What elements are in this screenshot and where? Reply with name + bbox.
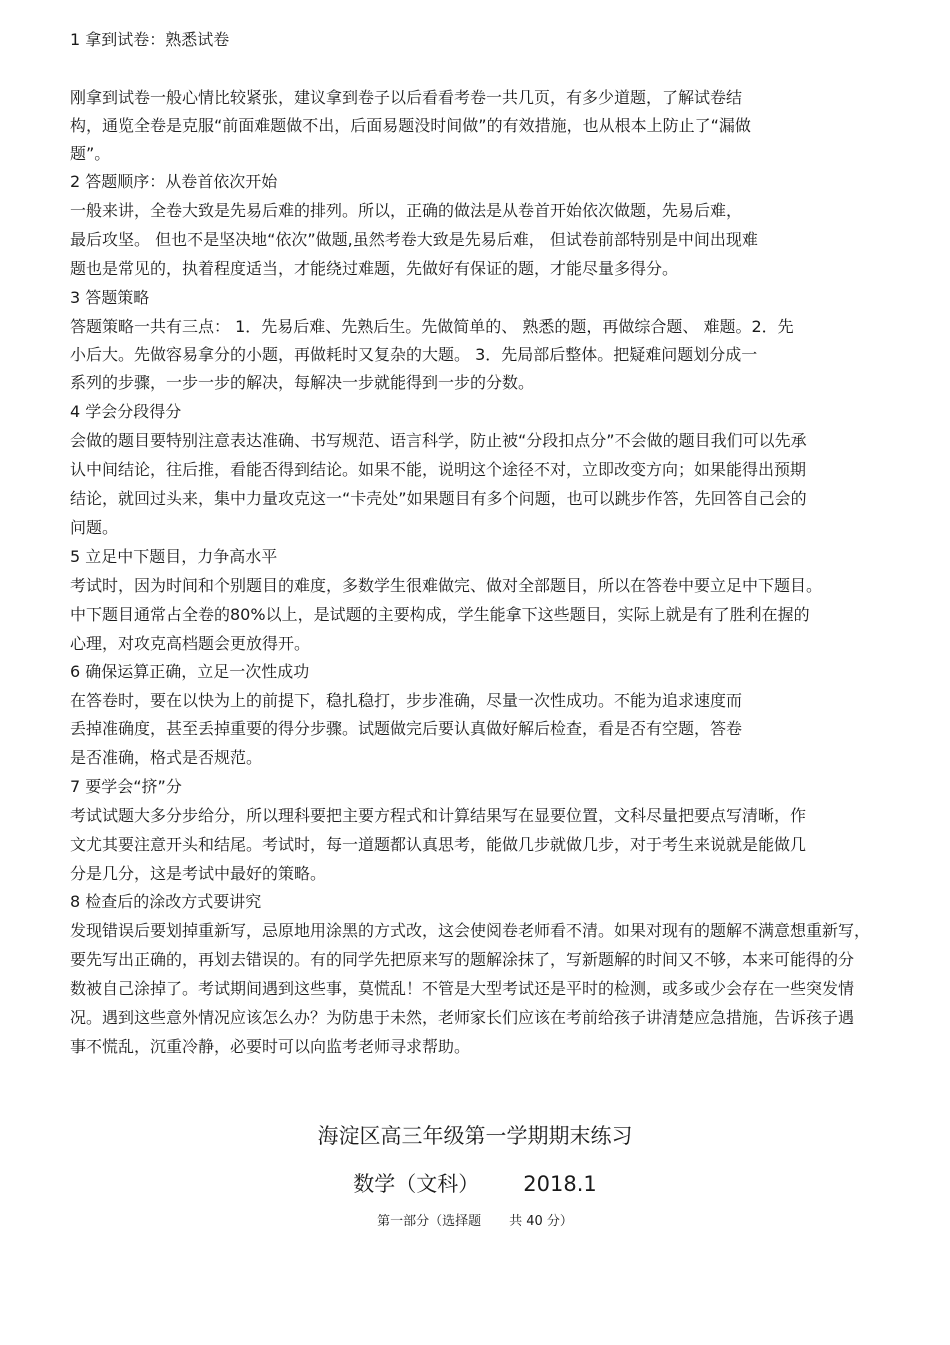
text-line: 最后攻坚。 但也不是坚决地“依次”做题,虽然考卷大致是先易后难， 但试卷前部特别是中间出现难 [70,230,758,249]
section-heading: 8 检查后的涂改方式要讲究 [70,892,262,911]
text-line: 考试试题大多分步给分，所以理科要把主要方程式和计算结果写在显要位置，文科尽量把要点写清晰，作 [70,806,807,825]
section-heading: 7 要学会“挤”分 [70,777,182,796]
section-heading: 5 立足中下题目，力争高水平 [70,547,278,566]
exam-part: 第一部分（选择题 [377,1214,482,1229]
text-line: 题”。 [70,144,111,163]
text-line: 构，通览全卷是克服“前面难题做不出，后面易题没时间做”的有效措施，也从根本上防止了“漏做 [70,116,751,135]
text-line: 小后大。先做容易拿分的小题，再做耗时又复杂的大题。 3．先局部后整体。把疑难问题划分成一 [70,345,758,364]
text-line: 文尤其要注意开头和结尾。考试时，每一道题都认真思考，能做几步就做几步，对于考生来说就是能做几 [70,835,807,854]
section-heading: 4 学会分段得分 [70,402,182,421]
text-line: 数被自己涂掉了。考试期间遇到这些事，莫慌乱！不管是大型考试还是平时的检测，或多或少会存在一些突发情 [70,979,855,998]
text-line: 心理，对攻克高档题会更放得开。 [70,634,311,653]
exam-date: 2018.1 [523,1172,597,1196]
text-line: 事不慌乱，沉重冷静，必要时可以向监考老师寻求帮助。 [70,1037,471,1056]
section-heading: 6 确保运算正确，立足一次性成功 [70,662,310,681]
text-line: 发现错误后要划掉重新写，忌原地用涂黑的方式改，这会使阅卷老师看不清。如果对现有的题解不满意想重新写， [70,921,871,940]
text-line: 答题策略一共有三点： 1．先易后难、先熟后生。先做简单的、 熟悉的题，再做综合题、 难题。2．先 [70,317,794,336]
text-line: 认中间结论，往后推，看能否得到结论。如果不能，说明这个途径不对，立即改变方向；如果能得出预期 [70,460,807,479]
exam-part-line [0,1210,950,1229]
text-line: 一般来讲，全卷大致是先易后难的排列。所以，正确的做法是从卷首开始依次做题，先易后难， [70,201,743,220]
text-line: 刚拿到试卷一般心情比较紧张，建议拿到卷子以后看看考卷一共几页，有多少道题，了解试卷结 [70,88,743,107]
text-line: 要先写出正确的，再划去错误的。有的同学先把原来写的题解涂抹了，写新题解的时间又不够，本来可能得的分 [70,950,855,969]
text-line: 在答卷时，要在以快为上的前提下，稳扎稳打，步步准确，尽量一次性成功。不能为追求速度而 [70,691,743,710]
text-line: 中下题目通常占全卷的80%以上，是试题的主要构成，学生能拿下这些题目，实际上就是有了胜利在握的 [70,605,810,624]
section-heading: 1 拿到试卷：熟悉试卷 [70,30,230,49]
text-line: 丢掉准确度，甚至丢掉重要的得分步骤。试题做完后要认真做好解后检查，看是否有空题，答卷 [70,719,743,738]
text-line: 题也是常见的，执着程度适当，才能绕过难题，先做好有保证的题，才能尽量多得分。 [70,259,679,278]
text-line: 问题。 [70,518,119,537]
exam-subject-line [0,1168,950,1198]
section-heading: 2 答题顺序：从卷首依次开始 [70,172,278,191]
text-line: 考试时，因为时间和个别题目的难度，多数学生很难做完、做对全部题目，所以在答卷中要立足中下题目。 [70,576,823,595]
section-heading: 3 答题策略 [70,288,150,307]
text-line: 是否准确，格式是否规范。 [70,748,263,767]
text-line: 况。遇到这些意外情况应该怎么办？为防患于未然，老师家长们应该在考前给孩子讲清楚应急措施，告诉孩子遇 [70,1008,855,1027]
text-line: 结论，就回过头来，集中力量攻克这一“卡壳处”如果题目有多个问题，也可以跳步作答，先回答自己会的 [70,489,807,508]
text-line: 会做的题目要特别注意表达准确、书写规范、语言科学，防止被“分段扣点分”不会做的题目我们可以先承 [70,431,807,450]
exam-subject: 数学（文科） [353,1172,480,1196]
exam-part-total: 共 40 分） [509,1214,573,1229]
text-line: 分是几分，这是考试中最好的策略。 [70,864,327,883]
text-line: 系列的步骤，一步一步的解决，每解决一步就能得到一步的分数。 [70,373,535,392]
exam-title: 海淀区高三年级第一学期期末练习 [317,1124,633,1148]
